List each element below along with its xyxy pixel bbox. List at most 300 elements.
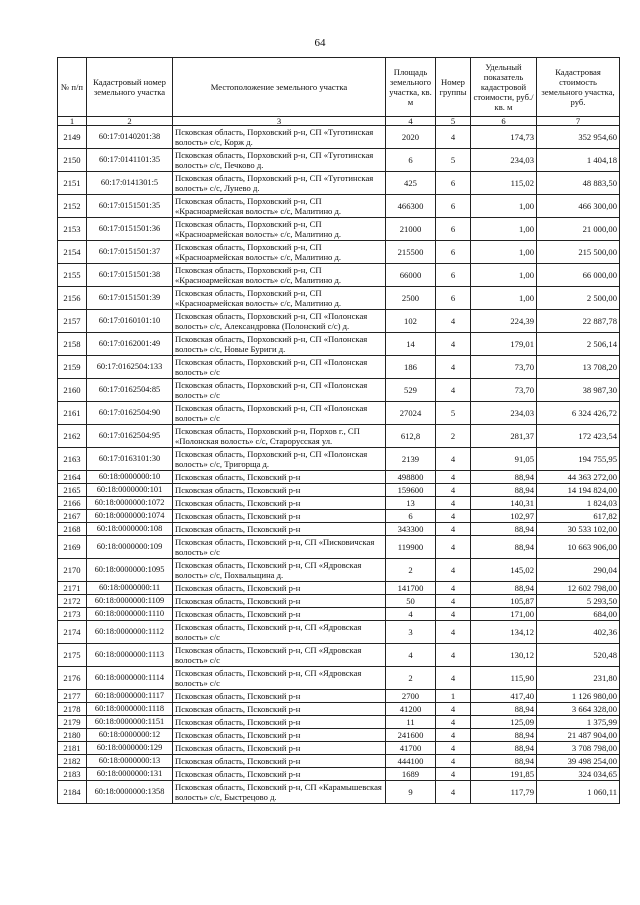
group-number-cell: 4	[436, 755, 471, 768]
table-row	[58, 667, 620, 690]
unit-rate-cell: 1,00	[471, 287, 537, 310]
unit-rate-cell: 117,79	[471, 781, 537, 804]
cadastral-value-cell: 3 708 798,00	[537, 742, 620, 755]
cadastral-value-cell: 1 404,18	[537, 149, 620, 172]
location-cell: Псковская область, Псковский р-н	[173, 608, 386, 621]
unit-rate-cell: 1,00	[471, 218, 537, 241]
table-row	[58, 471, 620, 484]
area-cell: 21000	[386, 218, 436, 241]
unit-rate-cell: 224,39	[471, 310, 537, 333]
cadastral-number-cell: 60:17:0151501:38	[87, 264, 173, 287]
page-number: 64	[314, 37, 326, 49]
group-number-cell: 4	[436, 703, 471, 716]
cadastral-number-cell: 60:17:0141301:5	[87, 172, 173, 195]
unit-rate-cell: 179,01	[471, 333, 537, 356]
row-number-cell: 2166	[58, 497, 87, 510]
location-cell: Псковская область, Псковский р-н, СП «Карамышевская волость» с/с, Быстрецово д.	[173, 781, 386, 804]
row-number-cell: 2181	[58, 742, 87, 755]
cadastral-number-cell: 60:18:0000000:11	[87, 582, 173, 595]
unit-rate-cell: 88,94	[471, 729, 537, 742]
location-cell: Псковская область, Псковский р-н, СП «Ядровская волость» с/с	[173, 667, 386, 690]
area-cell: 119900	[386, 536, 436, 559]
location-cell: Псковская область, Псковский р-н	[173, 755, 386, 768]
area-cell: 2139	[386, 448, 436, 471]
group-number-cell: 4	[436, 621, 471, 644]
cadastral-number-cell: 60:18:0000000:129	[87, 742, 173, 755]
cadastral-number-cell: 60:17:0163101:30	[87, 448, 173, 471]
unit-rate-cell: 88,94	[471, 703, 537, 716]
cadastral-number-cell: 60:18:0000000:1117	[87, 690, 173, 703]
cadastral-value-cell: 684,00	[537, 608, 620, 621]
cadastral-number-cell: 60:18:0000000:1109	[87, 595, 173, 608]
cadastral-number-cell: 60:17:0151501:39	[87, 287, 173, 310]
group-number-cell: 4	[436, 126, 471, 149]
group-number-cell: 4	[436, 729, 471, 742]
cadastral-number-cell: 60:17:0140201:38	[87, 126, 173, 149]
row-number-cell: 2176	[58, 667, 87, 690]
group-number-cell: 1	[436, 690, 471, 703]
unit-rate-cell: 88,94	[471, 523, 537, 536]
cadastral-number-cell: 60:17:0151501:36	[87, 218, 173, 241]
area-cell: 529	[386, 379, 436, 402]
table-row	[58, 742, 620, 755]
cadastral-number-cell: 60:17:0162504:85	[87, 379, 173, 402]
area-cell: 4	[386, 644, 436, 667]
location-cell: Псковская область, Псковский р-н, СП «Писковичская волость» с/с	[173, 536, 386, 559]
unit-rate-cell: 115,02	[471, 172, 537, 195]
table-row	[58, 608, 620, 621]
area-cell: 6	[386, 149, 436, 172]
unit-rate-cell: 88,94	[471, 536, 537, 559]
cadastral-value-cell: 215 500,00	[537, 241, 620, 264]
row-number-cell: 2171	[58, 582, 87, 595]
cadastral-number-cell: 60:17:0162001:49	[87, 333, 173, 356]
location-cell: Псковская область, Псковский р-н, СП «Ядровская волость» с/с	[173, 644, 386, 667]
unit-rate-cell: 191,85	[471, 768, 537, 781]
cadastral-value-cell: 172 423,54	[537, 425, 620, 448]
group-number-cell: 4	[436, 644, 471, 667]
unit-rate-cell: 140,31	[471, 497, 537, 510]
table-row	[58, 218, 620, 241]
cadastral-value-table	[57, 57, 620, 804]
area-cell: 4	[386, 608, 436, 621]
unit-rate-cell: 73,70	[471, 356, 537, 379]
location-cell: Псковская область, Порховский р-н, СП «Красноармейская волость» с/с, Малитино д.	[173, 287, 386, 310]
unit-rate-cell: 1,00	[471, 241, 537, 264]
table-row	[58, 755, 620, 768]
group-number-cell: 4	[436, 510, 471, 523]
cadastral-number-cell: 60:18:0000000:1358	[87, 781, 173, 804]
row-number-cell: 2179	[58, 716, 87, 729]
location-cell: Псковская область, Псковский р-н, СП «Ядровская волость» с/с	[173, 621, 386, 644]
header-area: Площадь земельного участка, кв. м	[386, 58, 436, 117]
row-number-cell: 2183	[58, 768, 87, 781]
cadastral-value-cell: 66 000,00	[537, 264, 620, 287]
group-number-cell: 4	[436, 608, 471, 621]
location-cell: Псковская область, Порховский р-н, СП «Полонская волость» с/с, Тригорща д.	[173, 448, 386, 471]
cadastral-value-cell: 1 375,99	[537, 716, 620, 729]
unit-rate-cell: 88,94	[471, 755, 537, 768]
cadastral-number-cell: 60:17:0141101:35	[87, 149, 173, 172]
row-number-cell: 2169	[58, 536, 87, 559]
area-cell: 41200	[386, 703, 436, 716]
cadastral-number-cell: 60:17:0162504:95	[87, 425, 173, 448]
table-row	[58, 172, 620, 195]
cadastral-value-cell: 2 500,00	[537, 287, 620, 310]
area-cell: 102	[386, 310, 436, 333]
group-number-cell: 4	[436, 595, 471, 608]
group-number-cell: 4	[436, 781, 471, 804]
table-row	[58, 484, 620, 497]
location-cell: Псковская область, Порховский р-н, СП «Полонская волость» с/с	[173, 379, 386, 402]
column-index: 5	[436, 117, 471, 126]
cadastral-number-cell: 60:18:0000000:1114	[87, 667, 173, 690]
row-number-cell: 2157	[58, 310, 87, 333]
group-number-cell: 4	[436, 333, 471, 356]
unit-rate-cell: 102,97	[471, 510, 537, 523]
location-cell: Псковская область, Порховский р-н, СП «Туготинская волость» с/с, Печково д.	[173, 149, 386, 172]
cadastral-value-cell: 466 300,00	[537, 195, 620, 218]
location-cell: Псковская область, Псковский р-н	[173, 582, 386, 595]
table-row	[58, 781, 620, 804]
cadastral-value-cell: 231,80	[537, 667, 620, 690]
location-cell: Псковская область, Псковский р-н	[173, 768, 386, 781]
table-row	[58, 497, 620, 510]
group-number-cell: 4	[436, 716, 471, 729]
row-number-cell: 2155	[58, 264, 87, 287]
cadastral-number-cell: 60:18:0000000:109	[87, 536, 173, 559]
area-cell: 2	[386, 667, 436, 690]
location-cell: Псковская область, Псковский р-н	[173, 703, 386, 716]
table-row	[58, 644, 620, 667]
location-cell: Псковская область, Псковский р-н	[173, 484, 386, 497]
cadastral-value-cell: 39 498 254,00	[537, 755, 620, 768]
row-number-cell: 2177	[58, 690, 87, 703]
column-index: 4	[386, 117, 436, 126]
row-number-cell: 2182	[58, 755, 87, 768]
cadastral-number-cell: 60:18:0000000:1110	[87, 608, 173, 621]
area-cell: 1689	[386, 768, 436, 781]
unit-rate-cell: 73,70	[471, 379, 537, 402]
table-row	[58, 510, 620, 523]
group-number-cell: 4	[436, 536, 471, 559]
area-cell: 11	[386, 716, 436, 729]
row-number-cell: 2152	[58, 195, 87, 218]
cadastral-value-cell: 14 194 824,00	[537, 484, 620, 497]
group-number-cell: 4	[436, 448, 471, 471]
cadastral-number-cell: 60:18:0000000:10	[87, 471, 173, 484]
area-cell: 186	[386, 356, 436, 379]
cadastral-number-cell: 60:18:0000000:1112	[87, 621, 173, 644]
group-number-cell: 6	[436, 195, 471, 218]
group-number-cell: 4	[436, 497, 471, 510]
group-number-cell: 6	[436, 172, 471, 195]
area-cell: 3	[386, 621, 436, 644]
cadastral-number-cell: 60:18:0000000:1113	[87, 644, 173, 667]
area-cell: 6	[386, 510, 436, 523]
row-number-cell: 2178	[58, 703, 87, 716]
area-cell: 2	[386, 559, 436, 582]
table-row	[58, 536, 620, 559]
cadastral-value-cell: 13 708,20	[537, 356, 620, 379]
table-row	[58, 729, 620, 742]
row-number-cell: 2170	[58, 559, 87, 582]
table-row	[58, 582, 620, 595]
row-number-cell: 2150	[58, 149, 87, 172]
area-cell: 27024	[386, 402, 436, 425]
cadastral-number-cell: 60:17:0160101:10	[87, 310, 173, 333]
location-cell: Псковская область, Псковский р-н	[173, 523, 386, 536]
cadastral-value-cell: 21 000,00	[537, 218, 620, 241]
area-cell: 14	[386, 333, 436, 356]
table-row	[58, 425, 620, 448]
cadastral-value-cell: 1 060,11	[537, 781, 620, 804]
row-number-cell: 2158	[58, 333, 87, 356]
column-index: 3	[173, 117, 386, 126]
table-row	[58, 241, 620, 264]
cadastral-value-cell: 194 755,95	[537, 448, 620, 471]
group-number-cell: 4	[436, 356, 471, 379]
unit-rate-cell: 88,94	[471, 742, 537, 755]
table-row	[58, 310, 620, 333]
location-cell: Псковская область, Псковский р-н	[173, 471, 386, 484]
area-cell: 241600	[386, 729, 436, 742]
row-number-cell: 2156	[58, 287, 87, 310]
cadastral-value-cell: 22 887,78	[537, 310, 620, 333]
cadastral-value-cell: 2 506,14	[537, 333, 620, 356]
group-number-cell: 4	[436, 471, 471, 484]
cadastral-value-cell: 402,36	[537, 621, 620, 644]
area-cell: 343300	[386, 523, 436, 536]
cadastral-value-cell: 38 987,30	[537, 379, 620, 402]
group-number-cell: 4	[436, 523, 471, 536]
row-number-cell: 2172	[58, 595, 87, 608]
area-cell: 50	[386, 595, 436, 608]
cadastral-number-cell: 60:18:0000000:131	[87, 768, 173, 781]
unit-rate-cell: 234,03	[471, 402, 537, 425]
row-number-cell: 2154	[58, 241, 87, 264]
table-row	[58, 595, 620, 608]
row-number-cell: 2168	[58, 523, 87, 536]
table-row	[58, 402, 620, 425]
location-cell: Псковская область, Порховский р-н, СП «Красноармейская волость» с/с, Малитино д.	[173, 218, 386, 241]
unit-rate-cell: 125,09	[471, 716, 537, 729]
cadastral-value-cell: 520,48	[537, 644, 620, 667]
location-cell: Псковская область, Псковский р-н	[173, 510, 386, 523]
location-cell: Псковская область, Псковский р-н	[173, 742, 386, 755]
group-number-cell: 2	[436, 425, 471, 448]
cadastral-number-cell: 60:18:0000000:13	[87, 755, 173, 768]
unit-rate-cell: 130,12	[471, 644, 537, 667]
area-cell: 612,8	[386, 425, 436, 448]
cadastral-value-cell: 48 883,50	[537, 172, 620, 195]
cadastral-value-cell: 3 664 328,00	[537, 703, 620, 716]
cadastral-number-cell: 60:17:0151501:35	[87, 195, 173, 218]
table-row	[58, 703, 620, 716]
table-row	[58, 448, 620, 471]
row-number-cell: 2163	[58, 448, 87, 471]
row-number-cell: 2159	[58, 356, 87, 379]
table-row	[58, 264, 620, 287]
group-number-cell: 4	[436, 742, 471, 755]
cadastral-value-cell: 44 363 272,00	[537, 471, 620, 484]
row-number-cell: 2184	[58, 781, 87, 804]
cadastral-number-cell: 60:17:0151501:37	[87, 241, 173, 264]
area-cell: 425	[386, 172, 436, 195]
table-header-row	[58, 58, 620, 117]
group-number-cell: 4	[436, 582, 471, 595]
table-row	[58, 716, 620, 729]
cadastral-number-cell: 60:18:0000000:101	[87, 484, 173, 497]
column-index-row	[58, 117, 620, 126]
group-number-cell: 4	[436, 559, 471, 582]
row-number-cell: 2160	[58, 379, 87, 402]
cadastral-value-cell: 617,82	[537, 510, 620, 523]
location-cell: Псковская область, Порховский р-н, Порхов г., СП «Полонская волость» с/с, Старорусская ул.	[173, 425, 386, 448]
column-index: 6	[471, 117, 537, 126]
location-cell: Псковская область, Порховский р-н, СП «Туготинская волость» с/с, Корж д.	[173, 126, 386, 149]
cadastral-value-cell: 324 034,65	[537, 768, 620, 781]
location-cell: Псковская область, Порховский р-н, СП «Туготинская волость» с/с, Лунево д.	[173, 172, 386, 195]
unit-rate-cell: 115,90	[471, 667, 537, 690]
area-cell: 2700	[386, 690, 436, 703]
header-cadastral-number: Кадастровый номер земельного участка	[87, 58, 173, 117]
column-index: 2	[87, 117, 173, 126]
unit-rate-cell: 281,37	[471, 425, 537, 448]
area-cell: 466300	[386, 195, 436, 218]
cadastral-number-cell: 60:18:0000000:108	[87, 523, 173, 536]
cadastral-value-cell: 1 824,03	[537, 497, 620, 510]
group-number-cell: 6	[436, 264, 471, 287]
cadastral-number-cell: 60:18:0000000:1072	[87, 497, 173, 510]
row-number-cell: 2149	[58, 126, 87, 149]
row-number-cell: 2175	[58, 644, 87, 667]
column-index: 1	[58, 117, 87, 126]
cadastral-number-cell: 60:18:0000000:12	[87, 729, 173, 742]
table-row	[58, 621, 620, 644]
location-cell: Псковская область, Порховский р-н, СП «Красноармейская волость» с/с, Малитино д.	[173, 264, 386, 287]
location-cell: Псковская область, Псковский р-н	[173, 595, 386, 608]
group-number-cell: 6	[436, 241, 471, 264]
table-row	[58, 379, 620, 402]
group-number-cell: 6	[436, 218, 471, 241]
table-row	[58, 126, 620, 149]
row-number-cell: 2167	[58, 510, 87, 523]
group-number-cell: 5	[436, 149, 471, 172]
unit-rate-cell: 91,05	[471, 448, 537, 471]
area-cell: 2500	[386, 287, 436, 310]
area-cell: 444100	[386, 755, 436, 768]
header-group: Номер группы	[436, 58, 471, 117]
unit-rate-cell: 174,73	[471, 126, 537, 149]
location-cell: Псковская область, Порховский р-н, СП «Полонская волость» с/с, Александровка (Полонский с/с) д.	[173, 310, 386, 333]
table-row	[58, 333, 620, 356]
location-cell: Псковская область, Порховский р-н, СП «Полонская волость» с/с	[173, 402, 386, 425]
table-row	[58, 195, 620, 218]
cadastral-value-cell: 1 126 980,00	[537, 690, 620, 703]
row-number-cell: 2180	[58, 729, 87, 742]
header-location: Местоположение земельного участка	[173, 58, 386, 117]
cadastral-number-cell: 60:17:0162504:90	[87, 402, 173, 425]
cadastral-number-cell: 60:18:0000000:1095	[87, 559, 173, 582]
cadastral-number-cell: 60:18:0000000:1074	[87, 510, 173, 523]
location-cell: Псковская область, Порховский р-н, СП «Полонская волость» с/с	[173, 356, 386, 379]
table-row	[58, 768, 620, 781]
unit-rate-cell: 88,94	[471, 582, 537, 595]
group-number-cell: 4	[436, 484, 471, 497]
unit-rate-cell: 417,40	[471, 690, 537, 703]
location-cell: Псковская область, Псковский р-н, СП «Ядровская волость» с/с, Похвальщина д.	[173, 559, 386, 582]
location-cell: Псковская область, Порховский р-н, СП «Красноармейская волость» с/с, Малитино д.	[173, 241, 386, 264]
table-row	[58, 149, 620, 172]
cadastral-value-cell: 21 487 904,00	[537, 729, 620, 742]
cadastral-number-cell: 60:18:0000000:1118	[87, 703, 173, 716]
row-number-cell: 2164	[58, 471, 87, 484]
area-cell: 498800	[386, 471, 436, 484]
group-number-cell: 4	[436, 768, 471, 781]
unit-rate-cell: 171,00	[471, 608, 537, 621]
table-body	[58, 126, 620, 804]
row-number-cell: 2161	[58, 402, 87, 425]
area-cell: 13	[386, 497, 436, 510]
row-number-cell: 2153	[58, 218, 87, 241]
unit-rate-cell: 1,00	[471, 195, 537, 218]
cadastral-value-cell: 10 663 906,00	[537, 536, 620, 559]
unit-rate-cell: 88,94	[471, 484, 537, 497]
unit-rate-cell: 1,00	[471, 264, 537, 287]
location-cell: Псковская область, Псковский р-н	[173, 716, 386, 729]
area-cell: 141700	[386, 582, 436, 595]
row-number-cell: 2173	[58, 608, 87, 621]
area-cell: 2020	[386, 126, 436, 149]
table-row	[58, 287, 620, 310]
unit-rate-cell: 88,94	[471, 471, 537, 484]
cadastral-number-cell: 60:17:0162504:133	[87, 356, 173, 379]
area-cell: 9	[386, 781, 436, 804]
cadastral-value-cell: 12 602 798,00	[537, 582, 620, 595]
table-row	[58, 356, 620, 379]
location-cell: Псковская область, Порховский р-н, СП «Полонская волость» с/с, Новые Буриги д.	[173, 333, 386, 356]
area-cell: 41700	[386, 742, 436, 755]
table-row	[58, 523, 620, 536]
cadastral-value-cell: 5 293,50	[537, 595, 620, 608]
cadastral-value-cell: 352 954,60	[537, 126, 620, 149]
unit-rate-cell: 134,12	[471, 621, 537, 644]
row-number-cell: 2174	[58, 621, 87, 644]
cadastral-value-cell: 30 533 102,00	[537, 523, 620, 536]
cadastral-value-cell: 290,04	[537, 559, 620, 582]
column-index: 7	[537, 117, 620, 126]
group-number-cell: 6	[436, 287, 471, 310]
table-row	[58, 559, 620, 582]
unit-rate-cell: 145,02	[471, 559, 537, 582]
group-number-cell: 4	[436, 379, 471, 402]
location-cell: Псковская область, Псковский р-н	[173, 729, 386, 742]
row-number-cell: 2151	[58, 172, 87, 195]
header-row-number: № п/п	[58, 58, 87, 117]
header-cadastral-value: Кадастровая стоимость земельного участка, руб.	[537, 58, 620, 117]
location-cell: Псковская область, Псковский р-н	[173, 497, 386, 510]
unit-rate-cell: 234,03	[471, 149, 537, 172]
row-number-cell: 2165	[58, 484, 87, 497]
location-cell: Псковская область, Псковский р-н	[173, 690, 386, 703]
header-unit-rate: Удельный показатель кадастровой стоимости, руб./кв. м	[471, 58, 537, 117]
cadastral-number-cell: 60:18:0000000:1151	[87, 716, 173, 729]
group-number-cell: 4	[436, 310, 471, 333]
table-row	[58, 690, 620, 703]
group-number-cell: 5	[436, 402, 471, 425]
cadastral-value-cell: 6 324 426,72	[537, 402, 620, 425]
